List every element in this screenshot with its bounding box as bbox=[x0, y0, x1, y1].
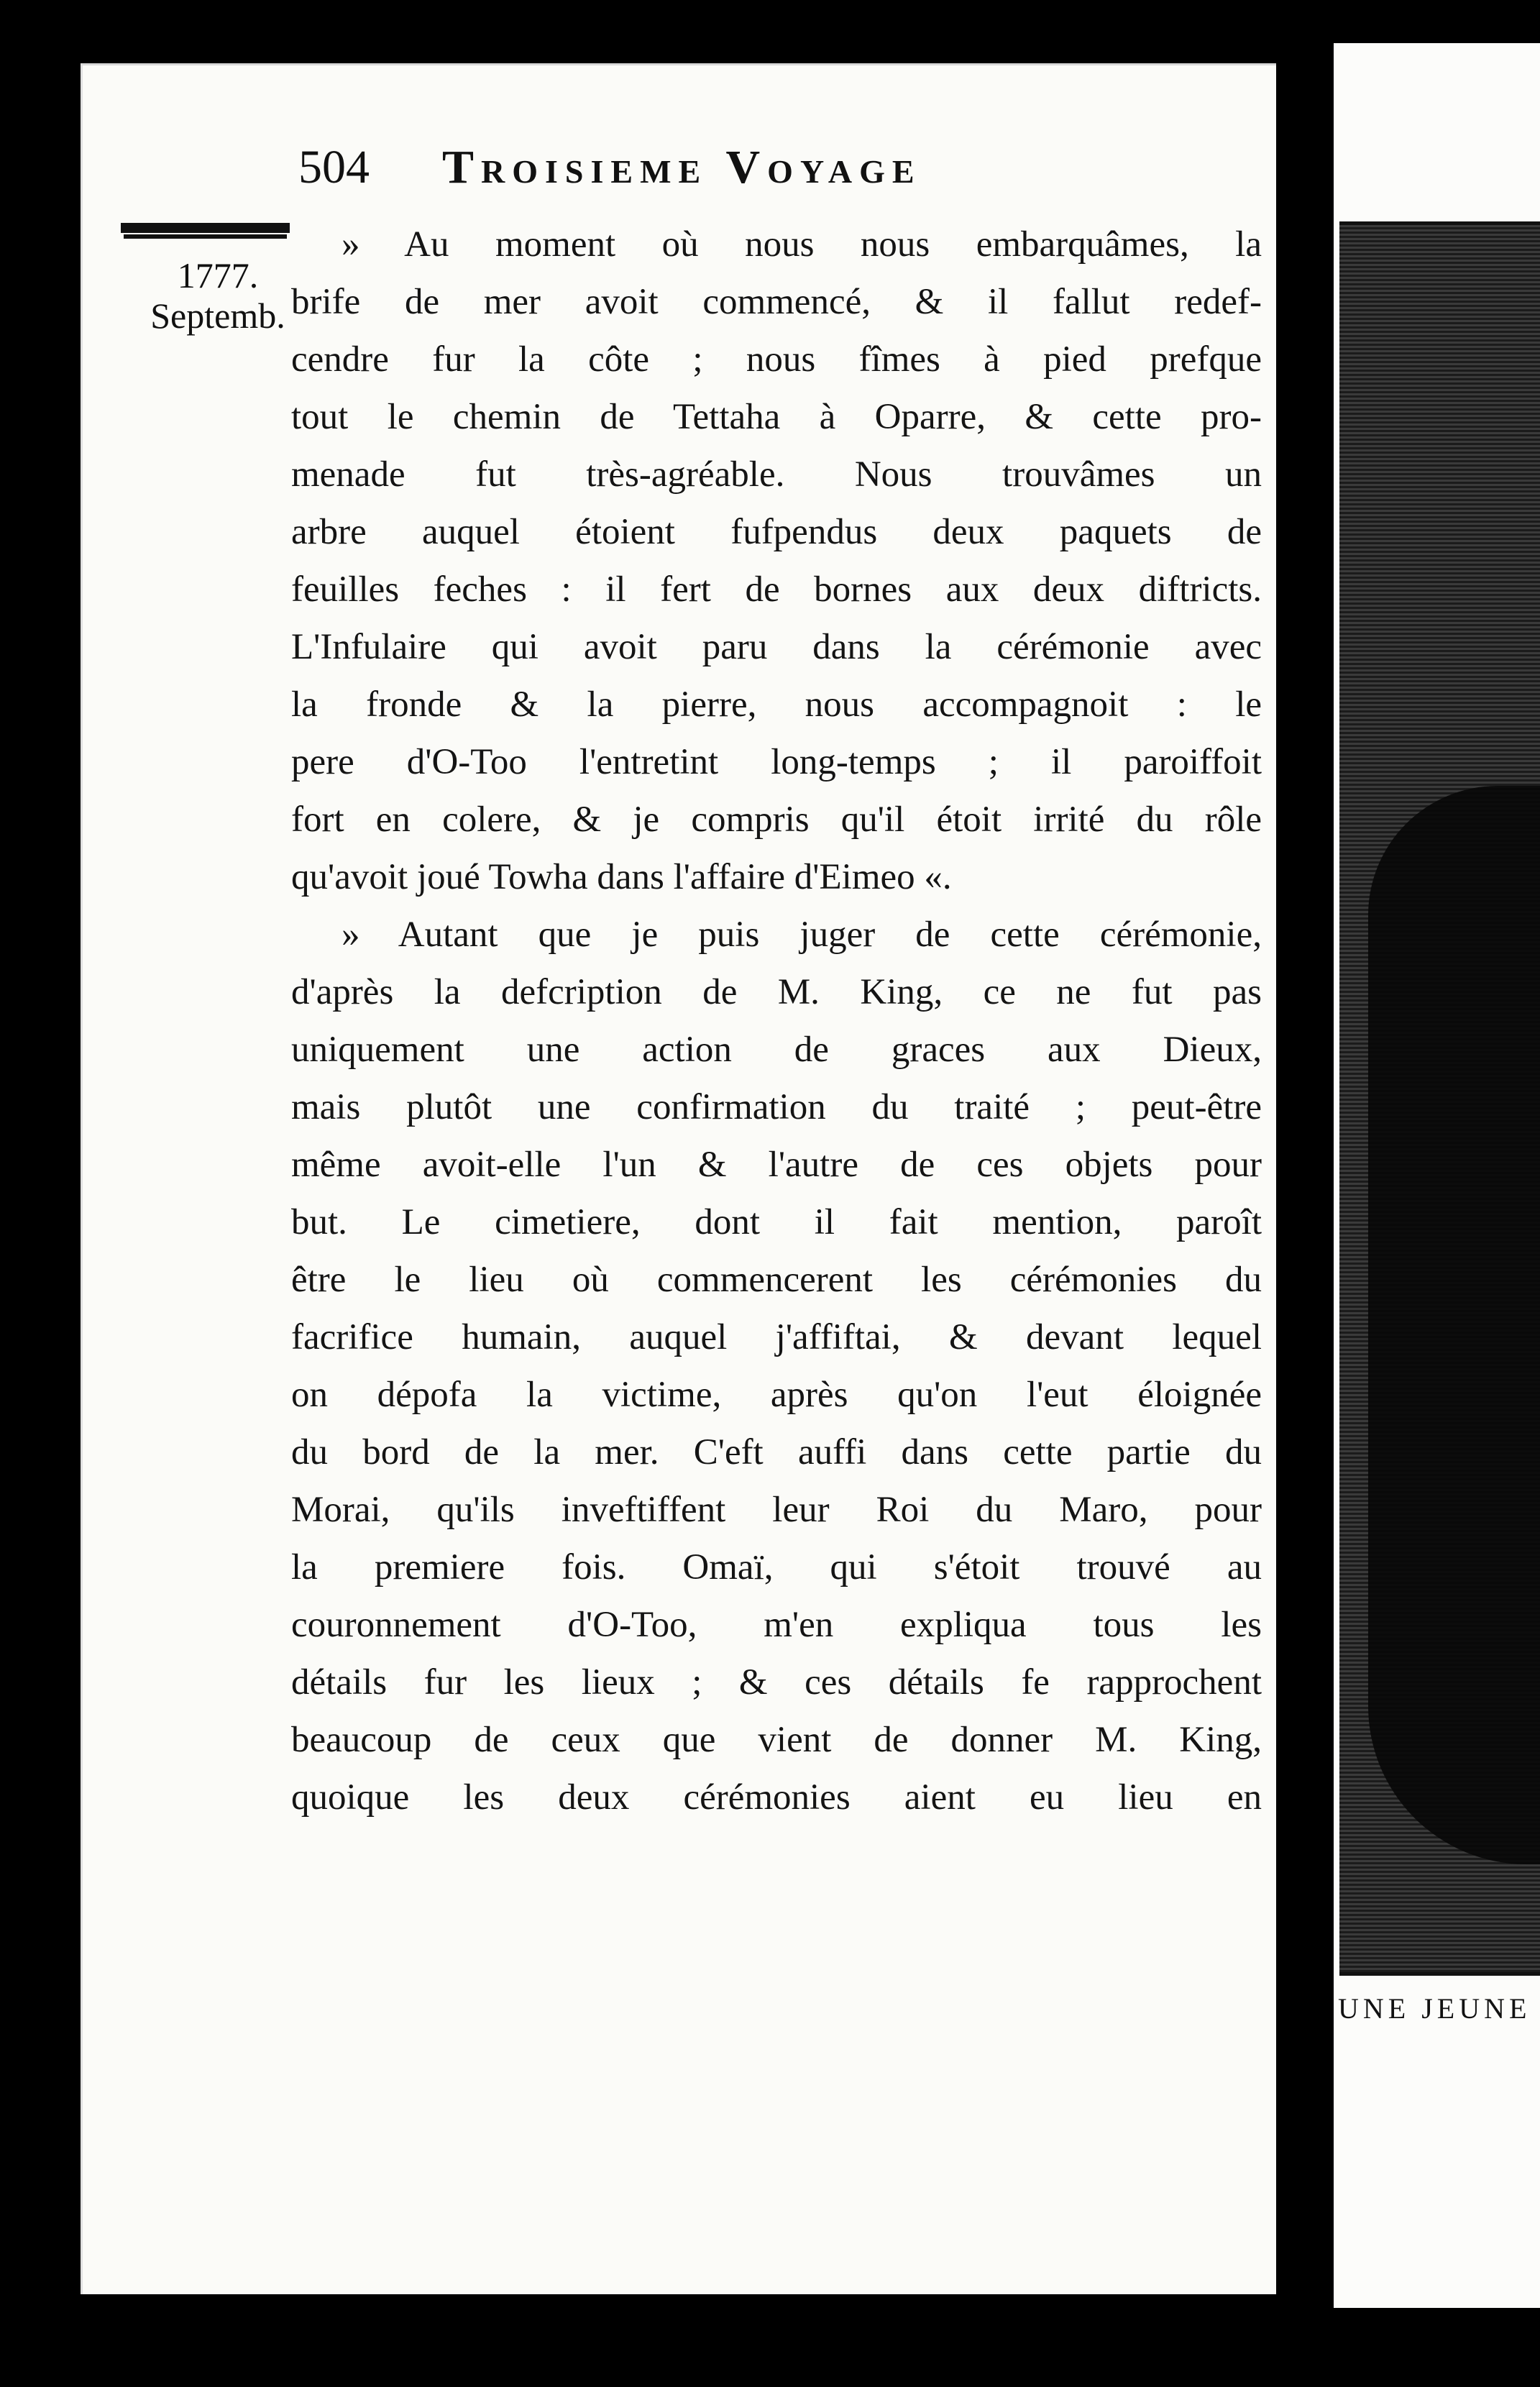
text-line: la fronde & la pierre, nous accompagnoit : le bbox=[291, 684, 1262, 725]
margin-month: Septemb. bbox=[150, 295, 285, 336]
engraving-image bbox=[1339, 221, 1540, 1976]
text-line: mais plutôt une confirmation du traité ; peut-être bbox=[291, 1087, 1262, 1127]
engraving-figure-shadow bbox=[1368, 786, 1540, 1864]
text-line: du bord de la mer. C'eft auffi dans cette partie du bbox=[291, 1432, 1262, 1472]
text-line: Morai, qu'ils inveftiffent leur Roi du Maro, pour bbox=[291, 1490, 1262, 1530]
page-number: 504 bbox=[298, 141, 370, 193]
text-line: on dépofa la victime, après qu'on l'eut éloignée bbox=[291, 1375, 1262, 1415]
margin-year: 1777. bbox=[177, 255, 259, 295]
body-text bbox=[291, 216, 1262, 1826]
text-line: être le lieu où commencerent les cérémonies du bbox=[291, 1260, 1262, 1300]
text-line: pere d'O-Too l'entretint long-temps ; il paroiffoit bbox=[291, 742, 1262, 782]
text-line: but. Le cimetiere, dont il fait mention, paroît bbox=[291, 1202, 1262, 1242]
text-line: brife de mer avoit commencé, & il fallut redef- bbox=[291, 282, 1262, 322]
margin-ornament-rule bbox=[121, 223, 290, 233]
text-line: facrifice humain, auquel j'affiftai, & devant lequel bbox=[291, 1317, 1262, 1357]
text-line: » Autant que je puis juger de cette cérémonie, bbox=[342, 915, 1262, 955]
facing-plate-page bbox=[1334, 43, 1540, 2308]
text-line: tout le chemin de Tettaha à Oparre, & cette pro- bbox=[291, 397, 1262, 437]
text-line: » Au moment où nous nous embarquâmes, la bbox=[342, 224, 1262, 265]
text-line: couronnement d'O-Too, m'en expliqua tous les bbox=[291, 1605, 1262, 1645]
text-line: détails fur les lieux ; & ces détails fe rapprochent bbox=[291, 1662, 1262, 1703]
text-line: menade fut très-agréable. Nous trouvâmes un bbox=[291, 454, 1262, 495]
text-line: beaucoup de ceux que vient de donner M. King, bbox=[291, 1720, 1262, 1760]
text-line: quoique les deux cérémonies aient eu lieu en bbox=[291, 1777, 1262, 1818]
text-line: qu'avoit joué Towha dans l'affaire d'Eimeo «. bbox=[291, 857, 952, 897]
text-line: feuilles feches : il fert de bornes aux deux diftricts. bbox=[291, 569, 1262, 610]
plate-caption: UNE JEUNE bbox=[1338, 1992, 1531, 2025]
page-header bbox=[298, 140, 1161, 212]
text-line: même avoit-elle l'un & l'autre de ces objets pour bbox=[291, 1145, 1262, 1185]
text-line: uniquement une action de graces aux Dieux, bbox=[291, 1030, 1262, 1070]
text-line: fort en colere, & je compris qu'il étoit irrité du rôle bbox=[291, 800, 1262, 840]
text-line: L'Infulaire qui avoit paru dans la cérémonie avec bbox=[291, 627, 1262, 667]
text-line: cendre fur la côte ; nous fîmes à pied prefque bbox=[291, 339, 1262, 380]
running-title: Troisieme Voyage bbox=[442, 141, 922, 193]
text-line: arbre auquel étoient fufpendus deux paquets de bbox=[291, 512, 1262, 552]
text-line: d'après la defcription de M. King, ce ne fut pas bbox=[291, 972, 1262, 1012]
text-line: la premiere fois. Omaï, qui s'étoit trouvé au bbox=[291, 1547, 1262, 1587]
